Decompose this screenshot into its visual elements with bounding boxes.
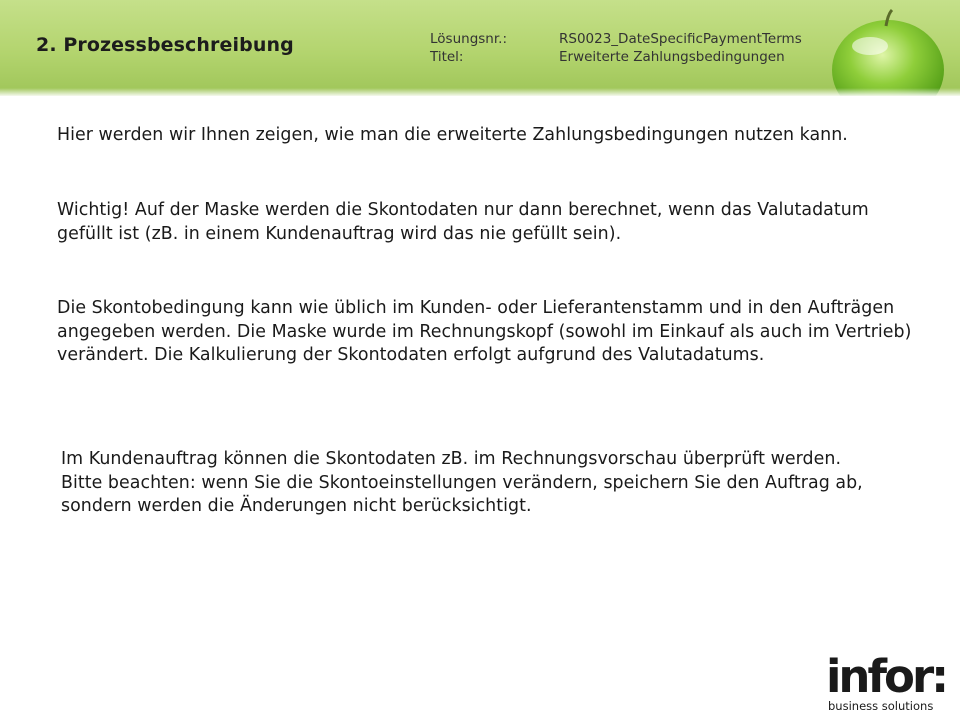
title-label: Titel: [430,49,464,65]
paragraph-intro: Hier werden wir Ihnen zeigen, wie man die erweiterte Zahlungsbedingungen nutzen kann. [57,125,848,145]
paragraph-important: Wichtig! Auf der Maske werden die Skontodaten nur dann berechnet, wenn das Valutadatum gefüllt ist (zB. in einem Kundenauftrag wird das nie gefüllt sein). [57,200,869,244]
solution-number-label: Lösungsnr.: [430,31,507,47]
paragraph-customer-order: Im Kundenauftrag können die Skontodaten zB. im Rechnungsvorschau überprüft werden. Bitte beachten: wenn Sie die Skontoeinstellungen verändern, speichern Sie den Auftrag ab, sondern werden die Änderungen nicht berücksichtigt. [61,449,863,516]
logo-wordmark: infor: [826,650,947,703]
title-value: Erweiterte Zahlungsbedingungen [559,49,785,65]
meta-values [559,30,802,66]
header-banner [0,0,960,96]
section-title: 2. Prozessbeschreibung [36,34,294,56]
solution-number-value: RS0023_DateSpecificPaymentTerms [559,31,802,47]
green-apple-icon [822,4,952,96]
infor-logo [826,652,954,714]
logo-tagline: business solutions [828,699,934,713]
paragraph-discount-terms: Die Skontobedingung kann wie üblich im Kunden- oder Lieferantenstamm und in den Aufträgen angegeben werden. Die Maske wurde im Rechnungskopf (sowohl im Einkauf als auch im Vertrieb) verändert. Die Kalkulierung der Skontodaten erfolgt aufgrund des Valutadatums. [57,298,912,365]
meta-labels [430,30,507,66]
